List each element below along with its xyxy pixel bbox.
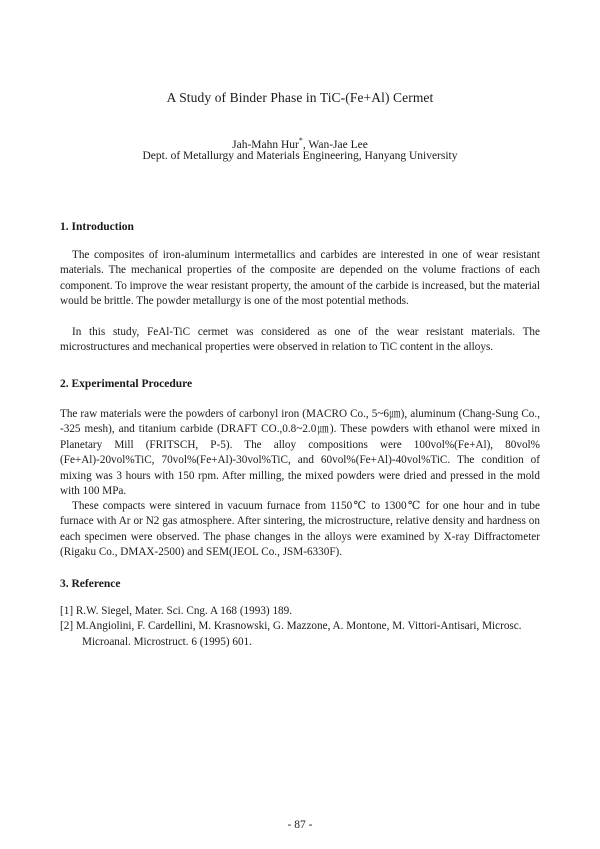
introduction-paragraph-2: In this study, FeAl-TiC cermet was considered as one of the wear resistant materials. The microstructures and mechanical properties were observed in relation to TiC content in the alloys. (60, 326, 540, 354)
author-secondary: , Wan-Jae Lee (302, 138, 368, 151)
author-line (0, 136, 600, 151)
section-heading-introduction: 1. Introduction (60, 221, 134, 233)
page-number: - 87 - (287, 819, 313, 831)
affiliation: Dept. of Metallurgy and Materials Engineering, Hanyang University (142, 150, 458, 162)
paper-title: A Study of Binder Phase in TiC-(Fe+Al) Cermet (166, 90, 434, 105)
reference-item-1: [1] R.W. Siegel, Mater. Sci. Cng. A 168 (1993) 189. (60, 605, 293, 617)
reference-list (60, 604, 540, 650)
experimental-paragraph-2: These compacts were sintered in vacuum furnace from 1150℃ to 1300℃ for one hour and in tube furnace with Ar or N2 gas atmosphere. After sintering, the microstructure, relative density and hardness on each specimen were observed. The phase changes in the alloys were examined by X-ray Diffractometer (Rigaku Co., DMAX-2500) and SEM(JEOL Co., JSM-6330F). (60, 500, 540, 559)
section-heading-reference: 3. Reference (60, 578, 121, 590)
corresponding-author-mark: * (298, 136, 303, 145)
section-heading-experimental: 2. Experimental Procedure (60, 378, 193, 390)
reference-item-2: [2] M.Angiolini, F. Cardellini, M. Krasnowski, G. Mazzone, A. Montone, M. Vittori-Antisari, Microsc. Microanal. Microstruct. 6 (1995) 601. (60, 620, 522, 648)
author-primary: Jah-Mahn Hur (232, 138, 299, 151)
experimental-paragraph-1: The raw materials were the powders of carbonyl iron (MACRO Co., 5~6㎛), aluminum (Chang-Sung Co., -325 mesh), and titanium carbide (DRAFT CO.,0.8~2.0㎛). These powders with ethanol were mixed in Planetary Mill (FRITSCH, P-5). The alloy compositions were 100vol%(Fe+Al), 80vol%(Fe+Al)-20vol%TiC, 70vol%(Fe+Al)-30vol%TiC, and 60vol%(Fe+Al)-40vol%TiC. The condition of mixing was 3 hours with 150 rpm. After milling, the mixed powders were dried and pressed in the mold with 100 MPa. (60, 408, 540, 498)
introduction-paragraph-1: The composites of iron-aluminum intermetallics and carbides are interested in one of wear resistant materials. The mechanical properties of the composite are depended on the volume fractions of each component. To improve the wear resistant property, the amount of the carbide is increased, but the material would be brittle. The powder metallurgy is one of the most potential methods. (60, 249, 540, 308)
